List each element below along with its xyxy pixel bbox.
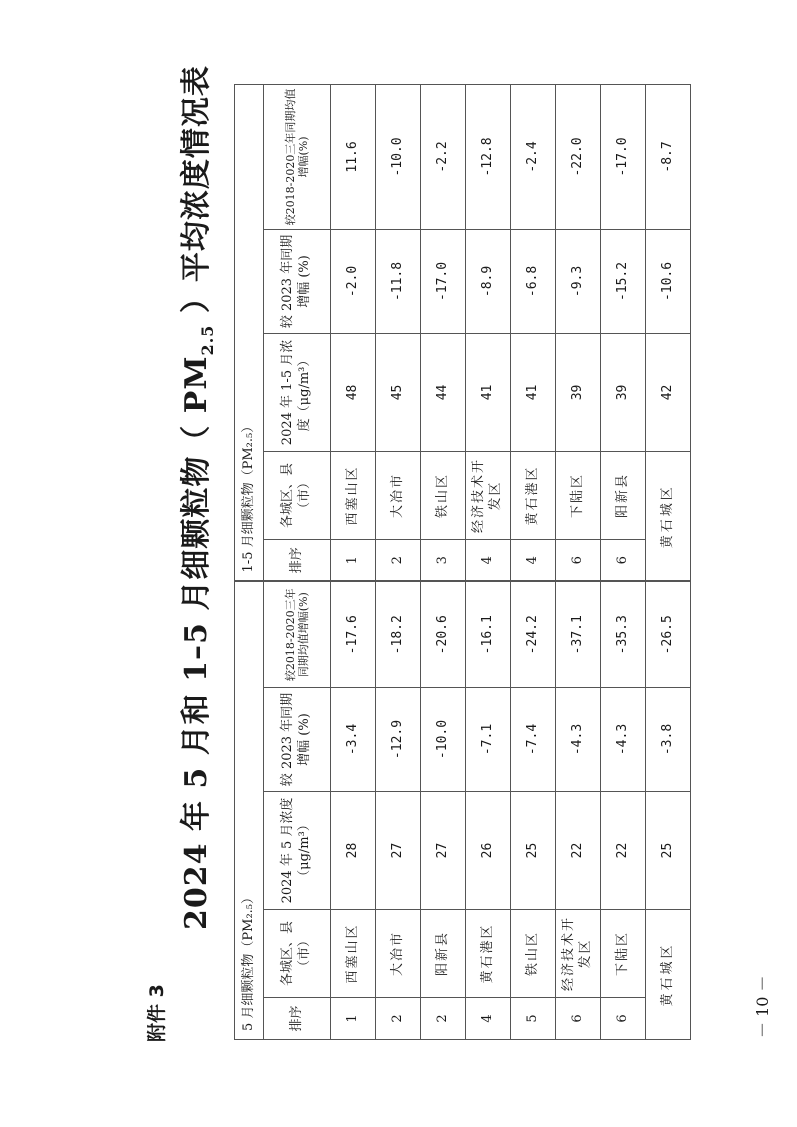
table-row [466, 84, 511, 1039]
left-region: 西塞山区 [331, 910, 376, 998]
table-row [511, 84, 556, 1039]
right-concentration: 39 [556, 333, 601, 451]
right-total-concentration: 42 [646, 333, 691, 451]
title-subscript: 2.5 [198, 324, 217, 356]
pm25-table-container [234, 85, 681, 1040]
title-main: 2024 年 5 月和 1–5 月细颗粒物（ PM [179, 355, 214, 930]
left-header-concentration: 2024 年 5 月浓度（μg/m³） [264, 792, 331, 910]
left-3yr: -16.1 [466, 581, 511, 687]
left-region: 阳新县 [421, 910, 466, 998]
page-title [171, 65, 217, 930]
right-header-3yr: 较2018-2020三年同期均值增幅(%) [264, 84, 331, 229]
right-total-label: 黄石城区 [646, 451, 691, 581]
right-header-concentration: 2024 年 1-5 月浓度（μg/m³） [264, 333, 331, 451]
right-rank: 2 [376, 539, 421, 581]
table-row [376, 84, 421, 1039]
right-rank: 6 [556, 539, 601, 581]
left-yoy: -3.4 [331, 688, 376, 792]
left-3yr: -17.6 [331, 581, 376, 687]
right-yoy: -8.9 [466, 229, 511, 333]
left-region: 铁山区 [511, 910, 556, 998]
right-total-3yr: -8.7 [646, 84, 691, 229]
right-region: 铁山区 [421, 451, 466, 539]
right-group-title: 1-5 月细颗粒物（PM₂.₅） [235, 84, 264, 581]
left-rank: 5 [511, 998, 556, 1040]
left-rank: 6 [556, 998, 601, 1040]
left-header-region: 各城区、县（市） [264, 910, 331, 998]
right-yoy: -6.8 [511, 229, 556, 333]
pm25-table [234, 84, 691, 1040]
right-yoy: -17.0 [421, 229, 466, 333]
total-row [646, 84, 691, 1039]
left-3yr: -24.2 [511, 581, 556, 687]
right-3yr: -2.4 [511, 84, 556, 229]
left-concentration: 26 [466, 792, 511, 910]
right-yoy: -11.8 [376, 229, 421, 333]
right-3yr: -12.8 [466, 84, 511, 229]
right-region: 黄石港区 [511, 451, 556, 539]
left-total-3yr: -26.5 [646, 581, 691, 687]
left-3yr: -35.3 [601, 581, 646, 687]
right-concentration: 48 [331, 333, 376, 451]
right-header-region: 各城区、县（市） [264, 451, 331, 539]
right-concentration: 45 [376, 333, 421, 451]
group-header-row [235, 84, 264, 1039]
left-header-3yr: 较2018-2020三年同期均值增幅(%) [264, 581, 331, 687]
right-concentration: 41 [466, 333, 511, 451]
right-3yr: 11.6 [331, 84, 376, 229]
right-region: 阳新县 [601, 451, 646, 539]
table-row [331, 84, 376, 1039]
left-3yr: -20.6 [421, 581, 466, 687]
left-rank: 2 [421, 998, 466, 1040]
right-3yr: -10.0 [376, 84, 421, 229]
table-row [556, 84, 601, 1039]
right-rank: 1 [331, 539, 376, 581]
left-rank: 6 [601, 998, 646, 1040]
column-header-row [264, 84, 331, 1039]
right-3yr: -22.0 [556, 84, 601, 229]
right-region: 经济技术开发区 [466, 451, 511, 539]
title-end: ）平均浓度情况表 [179, 65, 214, 325]
right-rank: 3 [421, 539, 466, 581]
right-rank: 6 [601, 539, 646, 581]
left-concentration: 25 [511, 792, 556, 910]
left-region: 经济技术开发区 [556, 910, 601, 998]
left-total-concentration: 25 [646, 792, 691, 910]
page-number: － 10 － [753, 975, 772, 1038]
right-concentration: 41 [511, 333, 556, 451]
right-concentration: 39 [601, 333, 646, 451]
left-total-yoy: -3.8 [646, 688, 691, 792]
right-region: 西塞山区 [331, 451, 376, 539]
right-concentration: 44 [421, 333, 466, 451]
left-yoy: -4.3 [556, 688, 601, 792]
left-yoy: -7.4 [511, 688, 556, 792]
right-yoy: -9.3 [556, 229, 601, 333]
left-yoy: -10.0 [421, 688, 466, 792]
left-rank: 1 [331, 998, 376, 1040]
right-yoy: -2.0 [331, 229, 376, 333]
right-rank: 4 [466, 539, 511, 581]
right-header-yoy: 较 2023 年同期增幅 (%) [264, 229, 331, 333]
left-concentration: 22 [601, 792, 646, 910]
attachment-label: 附件 3 [146, 984, 168, 1042]
right-total-yoy: -10.6 [646, 229, 691, 333]
left-concentration: 27 [421, 792, 466, 910]
table-row [601, 84, 646, 1039]
left-3yr: -18.2 [376, 581, 421, 687]
right-3yr: -17.0 [601, 84, 646, 229]
left-yoy: -7.1 [466, 688, 511, 792]
left-3yr: -37.1 [556, 581, 601, 687]
left-region: 大冶市 [376, 910, 421, 998]
right-header-rank: 排序 [264, 539, 331, 581]
left-concentration: 27 [376, 792, 421, 910]
left-total-label: 黄石城区 [646, 910, 691, 1040]
left-region: 下陆区 [601, 910, 646, 998]
table-row [421, 84, 466, 1039]
right-3yr: -2.2 [421, 84, 466, 229]
left-group-title: 5 月细颗粒物（PM₂.₅） [235, 581, 264, 1039]
left-rank: 2 [376, 998, 421, 1040]
right-region: 大冶市 [376, 451, 421, 539]
left-yoy: -12.9 [376, 688, 421, 792]
left-concentration: 22 [556, 792, 601, 910]
left-header-rank: 排序 [264, 998, 331, 1040]
left-rank: 4 [466, 998, 511, 1040]
left-region: 黄石港区 [466, 910, 511, 998]
right-rank: 4 [511, 539, 556, 581]
left-concentration: 28 [331, 792, 376, 910]
right-region: 下陆区 [556, 451, 601, 539]
left-yoy: -4.3 [601, 688, 646, 792]
left-header-yoy: 较 2023 年同期增幅 (%) [264, 688, 331, 792]
right-yoy: -15.2 [601, 229, 646, 333]
